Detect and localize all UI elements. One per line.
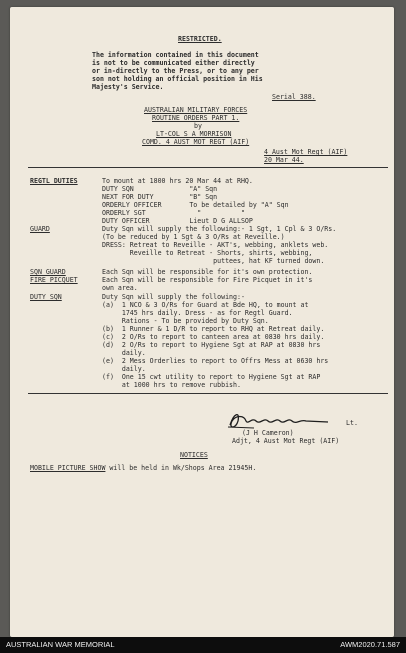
divider-top	[28, 167, 388, 168]
signature-title: Adjt, 4 Aust Mot Regt (AIF)	[232, 437, 340, 445]
duty-sqn-line: 1745 hrs daily. Dress - as for Regtl Guard.	[102, 309, 293, 317]
title-line: COMD. 4 AUST MOT REGT (AIF)	[142, 138, 250, 146]
divider-bottom	[28, 393, 388, 394]
notice-line: The information contained in this document	[92, 51, 259, 59]
notice-line: is not to be communicated either directly	[92, 59, 255, 67]
regtl-line: DUTY SQN "A" Sqn	[102, 185, 218, 193]
duty-sqn-line: (e) 2 Mess Orderlies to report to Offrs Mess at 0630 hrs	[102, 357, 329, 365]
archive-footer	[0, 637, 406, 653]
regtl-line: DUTY OFFICER Lieut D G ALLSOP	[102, 217, 253, 225]
guard-line: puttees, hat KF turned down.	[102, 257, 325, 265]
handwritten-signature	[224, 409, 334, 431]
regtl-line: To mount at 1800 hrs 20 Mar 44 at RHQ.	[102, 177, 253, 185]
sqn-guard-heading: SQN GUARD	[30, 268, 66, 276]
guard-line: (To be reduced by 1 Sgt & 3 O/Rs at Reveille.)	[102, 233, 285, 241]
duty-sqn-line: (a) 1 NCO & 3 O/Rs for Guard at Bde HQ, to mount at	[102, 301, 309, 309]
duty-sqn-line: (d) 2 O/Rs to report to Hygiene Sgt at RAP at 0830 hrs	[102, 341, 321, 349]
duty-sqn-line: Duty Sqn will supply the following:-	[102, 293, 245, 301]
regtl-line: ORDERLY OFFICER To be detailed by "A" Sqn	[102, 201, 289, 209]
duty-sqn-line: Rations - To be provided by Duty Sqn.	[102, 317, 269, 325]
fire-picquet-heading: FIRE PICQUET	[30, 276, 78, 284]
sqn-fire-line: Each Sqn will be responsible for Fire Picquet in it's	[102, 276, 313, 284]
duty-sqn-line: (f) One 15 cwt utility to report to Hygiene Sgt at RAP	[102, 373, 321, 381]
signature-rank: Lt.	[346, 419, 358, 427]
title-line: by	[194, 122, 202, 130]
notices-heading: NOTICES	[180, 451, 208, 459]
serial-number: Serial 388.	[272, 93, 316, 101]
title-line: LT-COL S A MORRISON	[156, 130, 232, 138]
duty-sqn-line: (b) 1 Runner & 1 D/R to report to RHQ at Retreat daily.	[102, 325, 325, 333]
order-date: 20 Mar 44.	[264, 156, 304, 164]
signature-name: (J H Cameron)	[242, 429, 294, 437]
guard-line: Duty Sqn will supply the following:- 1 Sgt, 1 Cpl & 3 O/Rs.	[102, 225, 337, 233]
title-line: AUSTRALIAN MILITARY FORCES	[144, 106, 248, 114]
restricted-heading: RESTRICTED.	[178, 35, 222, 43]
notice-entry-text: will be held in Wk/Shops Area 21945H.	[105, 464, 257, 472]
notice-line: or in-directly to the Press, or to any per	[92, 67, 259, 75]
guard-heading: GUARD	[30, 225, 50, 233]
duty-sqn-line: daily.	[102, 365, 146, 373]
notice-entry-label: MOBILE PICTURE SHOW	[30, 464, 106, 472]
title-line: ROUTINE ORDERS PART 1.	[152, 114, 240, 122]
regtl-duties-heading: REGTL DUTIES	[30, 177, 78, 185]
duty-sqn-line: at 1000 hrs to remove rubbish.	[102, 381, 241, 389]
guard-line: Reveille to Retreat - Shorts, shirts, webbing,	[102, 249, 313, 257]
footer-reference: AWM2020.71.587	[340, 640, 400, 649]
duty-sqn-heading: DUTY SQN	[30, 293, 62, 301]
sqn-fire-line: Each Sqn will be responsible for it's own protection.	[102, 268, 313, 276]
notice-line: son not holding an official position in His	[92, 75, 263, 83]
duty-sqn-line: daily.	[102, 349, 146, 357]
notice-line: Majesty's Service.	[92, 83, 164, 91]
unit-name: 4 Aust Mot Regt (AIF)	[264, 148, 348, 156]
regtl-line: ORDERLY SGT " "	[102, 209, 245, 217]
notice-entry	[30, 464, 256, 472]
sqn-fire-line: own area.	[102, 284, 138, 292]
footer-institution: AUSTRALIAN WAR MEMORIAL	[6, 640, 115, 649]
document-page	[10, 7, 394, 637]
regtl-line: NEXT FOR DUTY "B" Sqn	[102, 193, 218, 201]
duty-sqn-line: (c) 2 O/Rs to report to canteen area at 0830 hrs daily.	[102, 333, 325, 341]
guard-line: DRESS: Retreat to Reveille - AKT's, webbing, anklets web.	[102, 241, 329, 249]
